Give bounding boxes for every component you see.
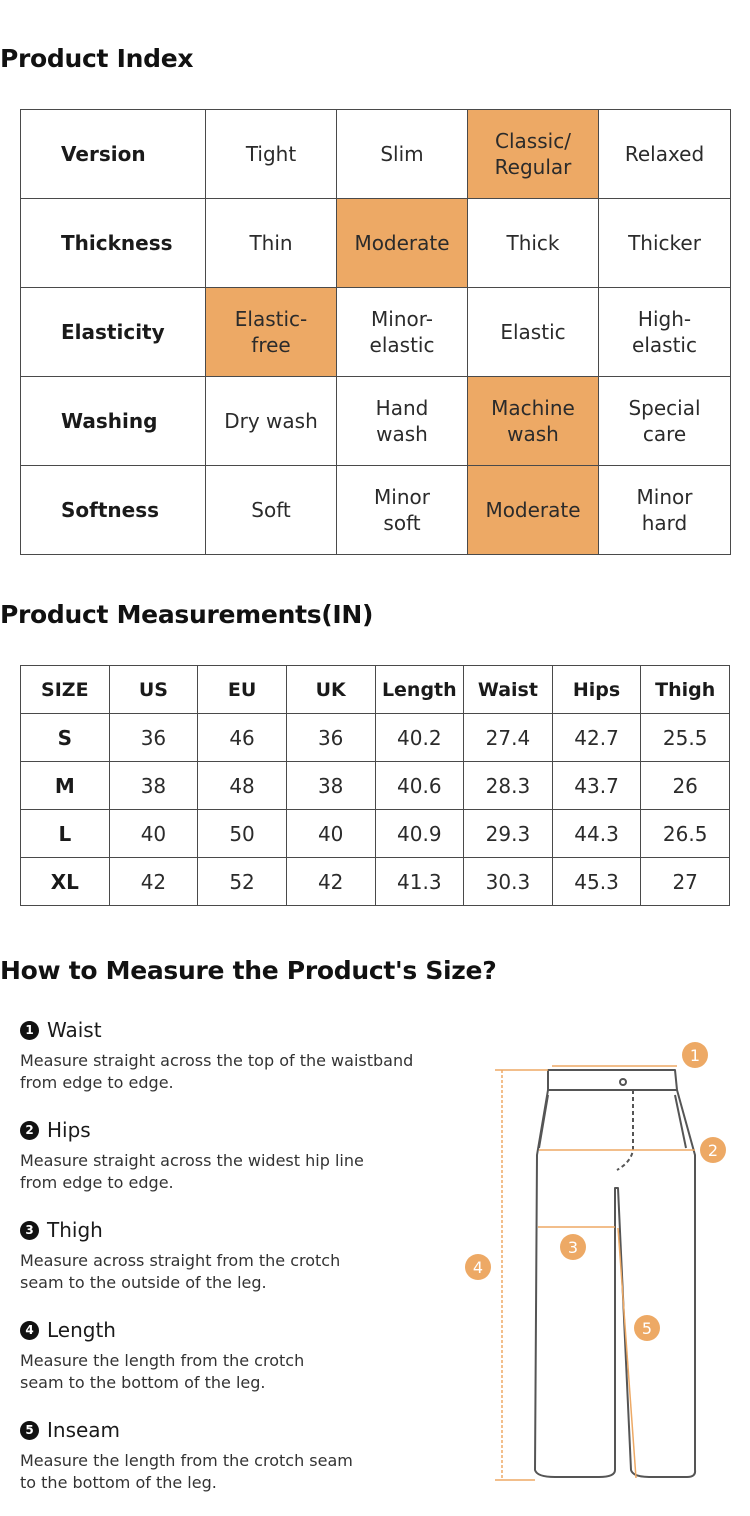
- size-chart-cell: 42: [109, 858, 198, 906]
- how-to-item-heading: [20, 1216, 460, 1244]
- how-to-item-heading: [20, 1316, 460, 1344]
- size-chart-cell: 48: [198, 762, 287, 810]
- how-to-item-heading: [20, 1116, 460, 1144]
- size-chart-cell: 43.7: [552, 762, 641, 810]
- size-chart-row: [21, 858, 730, 906]
- number-badge-icon: 1: [20, 1021, 39, 1040]
- marker-2-label: 2: [707, 1141, 719, 1160]
- index-option: Minor hard: [599, 466, 731, 555]
- how-to-item-title: Length: [47, 1318, 116, 1342]
- size-chart-cell: 36: [109, 714, 198, 762]
- index-row-washing: [21, 377, 731, 466]
- size-chart-cell: 25.5: [641, 714, 730, 762]
- size-chart-cell: 40.6: [375, 762, 464, 810]
- size-chart-row: [21, 762, 730, 810]
- size-chart-cell: 26: [641, 762, 730, 810]
- index-row-label: Washing: [21, 377, 206, 466]
- index-option: Thicker: [599, 199, 731, 288]
- size-chart-cell: 42.7: [552, 714, 641, 762]
- index-option-selected: Moderate: [468, 466, 599, 555]
- pants-outline: [535, 1070, 695, 1477]
- size-chart-cell: 28.3: [464, 762, 553, 810]
- size-chart-header-cell: Length: [375, 666, 464, 714]
- index-row-elasticity: [21, 288, 731, 377]
- index-option: Elastic: [468, 288, 599, 377]
- how-to-item-title: Inseam: [47, 1418, 121, 1442]
- size-chart-header-cell: Hips: [552, 666, 641, 714]
- how-to-measure-list: [20, 1016, 460, 1516]
- index-option: Soft: [206, 466, 337, 555]
- size-chart-cell: 27.4: [464, 714, 553, 762]
- index-option: Relaxed: [599, 110, 731, 199]
- how-to-item-title: Waist: [47, 1018, 102, 1042]
- size-chart-size-cell: XL: [21, 858, 110, 906]
- size-chart-size-cell: M: [21, 762, 110, 810]
- pants-measurement-diagram: [455, 1030, 745, 1495]
- index-row-version: [21, 110, 731, 199]
- size-chart-cell: 36: [286, 714, 375, 762]
- marker-3-label: 3: [567, 1238, 579, 1257]
- index-option: Thin: [206, 199, 337, 288]
- how-to-item-description: Measure straight across the top of the waistband from edge to edge.: [20, 1051, 414, 1092]
- size-chart-cell: 26.5: [641, 810, 730, 858]
- number-badge-icon: 3: [20, 1221, 39, 1240]
- how-to-item-hips: [20, 1116, 460, 1216]
- index-row-softness: [21, 466, 731, 555]
- index-option: Tight: [206, 110, 337, 199]
- size-chart-table: [20, 665, 730, 906]
- product-index-title: Product Index: [0, 44, 194, 73]
- size-chart-row: [21, 714, 730, 762]
- size-chart-cell: 40.2: [375, 714, 464, 762]
- size-chart-size-cell: S: [21, 714, 110, 762]
- how-to-item-title: Hips: [47, 1118, 91, 1142]
- size-chart-size-cell: L: [21, 810, 110, 858]
- size-chart-cell: 27: [641, 858, 730, 906]
- index-option-selected: Elastic- free: [206, 288, 337, 377]
- index-option: Slim: [337, 110, 468, 199]
- index-option: Thick: [468, 199, 599, 288]
- index-row-label: Version: [21, 110, 206, 199]
- how-to-item-length: [20, 1316, 460, 1416]
- index-option-selected: Machine wash: [468, 377, 599, 466]
- size-chart-header-cell: US: [109, 666, 198, 714]
- size-chart-cell: 40.9: [375, 810, 464, 858]
- how-to-item-description: Measure straight across the widest hip line from edge to edge.: [20, 1151, 364, 1192]
- size-chart-cell: 40: [286, 810, 375, 858]
- size-chart-header-cell: Waist: [464, 666, 553, 714]
- index-row-label: Thickness: [21, 199, 206, 288]
- marker-1-label: 1: [689, 1046, 701, 1065]
- size-chart-header-cell: EU: [198, 666, 287, 714]
- size-chart-row: [21, 810, 730, 858]
- size-chart-header-cell: UK: [286, 666, 375, 714]
- size-chart-cell: 46: [198, 714, 287, 762]
- size-chart-header-row: [21, 666, 730, 714]
- size-chart-cell: 52: [198, 858, 287, 906]
- size-chart-cell: 30.3: [464, 858, 553, 906]
- how-to-item-heading: [20, 1416, 460, 1444]
- product-index-table: [20, 109, 731, 555]
- number-badge-icon: 5: [20, 1421, 39, 1440]
- measurement-lines: [495, 1066, 695, 1480]
- size-chart-cell: 44.3: [552, 810, 641, 858]
- index-option-selected: Moderate: [337, 199, 468, 288]
- size-chart-cell: 45.3: [552, 858, 641, 906]
- size-chart-cell: 40: [109, 810, 198, 858]
- size-chart-cell: 38: [109, 762, 198, 810]
- product-measurements-title: Product Measurements(IN): [0, 600, 374, 629]
- index-option: Dry wash: [206, 377, 337, 466]
- how-to-measure-title: How to Measure the Product's Size?: [0, 956, 497, 985]
- how-to-item-description: Measure across straight from the crotch seam to the outside of the leg.: [20, 1251, 341, 1292]
- index-option: Hand wash: [337, 377, 468, 466]
- number-badge-icon: 4: [20, 1321, 39, 1340]
- how-to-item-waist: [20, 1016, 460, 1116]
- index-option: Special care: [599, 377, 731, 466]
- size-chart-cell: 38: [286, 762, 375, 810]
- how-to-item-heading: [20, 1016, 460, 1044]
- index-option: Minor soft: [337, 466, 468, 555]
- how-to-item-thigh: [20, 1216, 460, 1316]
- index-row-label: Softness: [21, 466, 206, 555]
- measurement-markers: [465, 1042, 726, 1341]
- how-to-item-inseam: [20, 1416, 460, 1516]
- size-chart-cell: 42: [286, 858, 375, 906]
- index-row-thickness: [21, 199, 731, 288]
- index-row-label: Elasticity: [21, 288, 206, 377]
- marker-5-label: 5: [641, 1319, 653, 1338]
- index-option: Minor- elastic: [337, 288, 468, 377]
- marker-4-label: 4: [472, 1258, 484, 1277]
- how-to-item-title: Thigh: [47, 1218, 103, 1242]
- how-to-item-description: Measure the length from the crotch seam to the bottom of the leg.: [20, 1451, 353, 1492]
- size-chart-header-cell: SIZE: [21, 666, 110, 714]
- size-chart-cell: 29.3: [464, 810, 553, 858]
- size-chart-cell: 50: [198, 810, 287, 858]
- index-option: High- elastic: [599, 288, 731, 377]
- number-badge-icon: 2: [20, 1121, 39, 1140]
- size-chart-header-cell: Thigh: [641, 666, 730, 714]
- index-option-selected: Classic/ Regular: [468, 110, 599, 199]
- size-chart-cell: 41.3: [375, 858, 464, 906]
- how-to-item-description: Measure the length from the crotch seam to the bottom of the leg.: [20, 1351, 305, 1392]
